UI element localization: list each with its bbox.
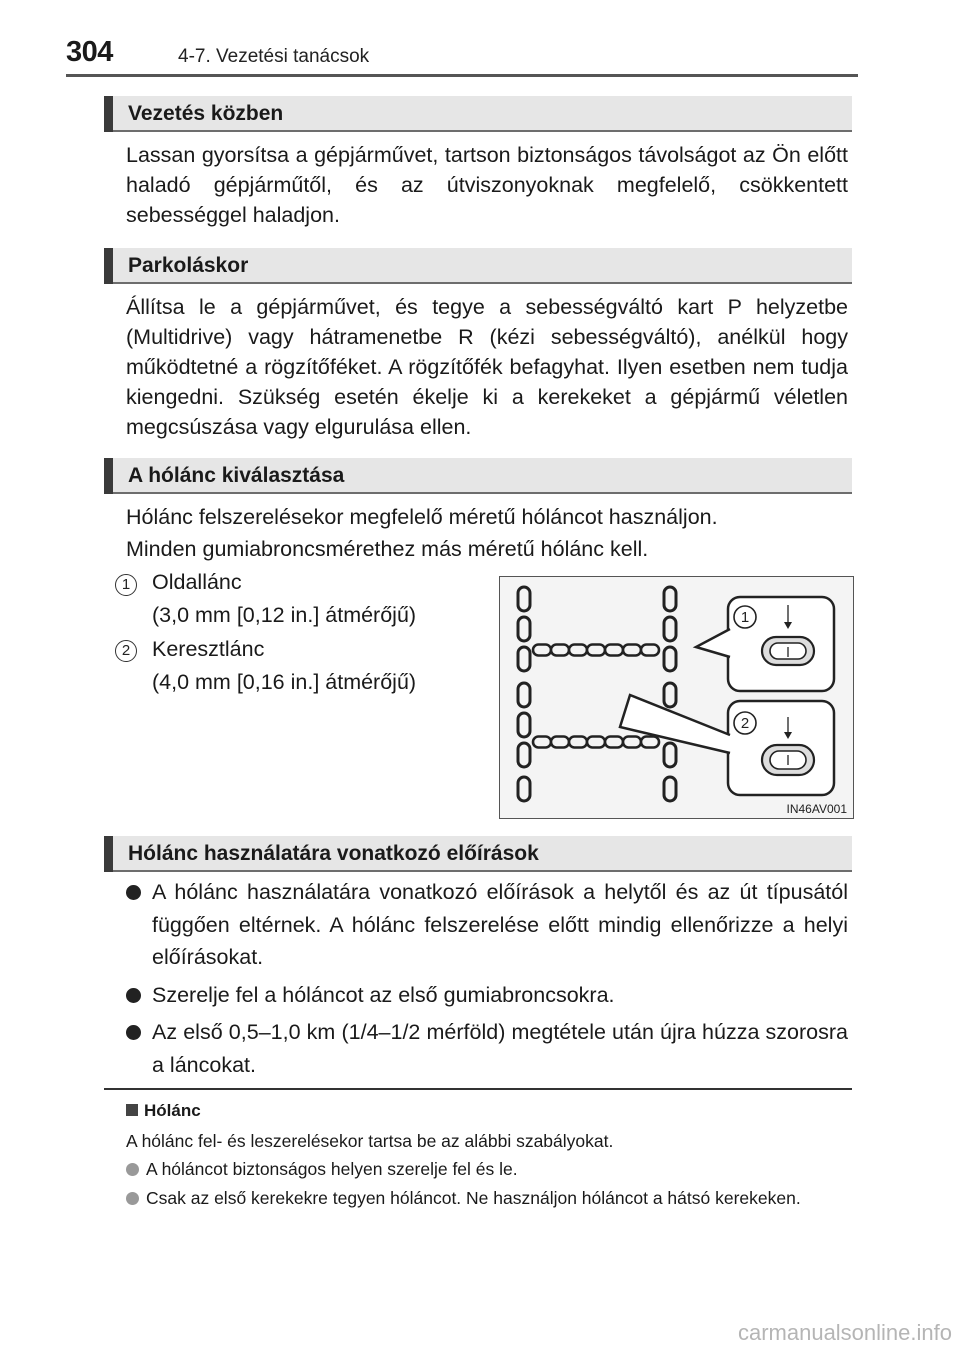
section-title: A hólánc kiválasztása [128,464,345,487]
item-1-spec: (3,0 mm [0,12 in.] átmérőjű) [152,603,417,627]
section-heading-chain-select [104,458,852,494]
snow-chain-figure [499,576,854,819]
section-title: Hólánc használatára vonatkozó előírások [128,842,539,865]
note-body: A hólánc fel- és leszerelésekor tartsa be az alábbi szabályokat. [126,1131,614,1151]
heading-bar [104,248,113,284]
figure-code: IN46AV001 [786,802,847,816]
square-bullet-icon [126,1104,138,1116]
driving-paragraph: Lassan gyorsítsa a gépjárművet, tartson biztonságos távolságot az Ön előtt haladó gépjárműtől, és az útviszonyoknak megfelelő, csökkentett sebességgel haladjon. [126,143,848,227]
cross-chain-upper [533,645,659,656]
bullet-dot-icon [126,1163,139,1176]
snow-chain-illustration [500,577,853,818]
section-heading-driving [104,96,852,132]
list-item: Csak az első kerekekre tegyen hóláncot. Ne használjon hóláncot a hátsó kerekeken. [126,1187,852,1209]
section-heading-regulations [104,836,852,872]
regulations-list [126,876,848,1086]
section-path: 4-7. Vezetési tanácsok [178,46,370,67]
section-title: Vezetés közben [128,102,284,125]
item-number-2: 2 [115,640,137,662]
list-item: A hólánc használatára vonatkozó előírások a helytől és az út típusától függően eltérnek. A hólánc felszerelése előtt mindig ellenőrizze a helyi előírásokat. [126,876,848,974]
page-number: 304 [66,36,113,68]
parking-paragraph: Állítsa le a gépjárművet, és tegye a sebességváltó kart P helyzetbe (Multidrive) vagy hátramenetbe R (kézi sebességváltó), anélkül hogy működtetné a rögzítőféket. A rögzítőfék befagyhat. Ilyen esetben nem tudja kiengedni. Szükség esetén ékelje ki a kerekeket a gépjármű véletlen megcsúszása vagy elgurulása ellen. [126,295,848,439]
item-2-spec: (4,0 mm [0,16 in.] átmérőjű) [152,670,417,694]
list-item: Az első 0,5–1,0 km (1/4–1/2 mérföld) megtétele után újra húzza szorosra a láncokat. [126,1016,848,1081]
note-list [126,1158,852,1216]
heading-bar [104,836,113,872]
chain-select-line-2: Minden gumiabroncsmérethez más méretű hólánc kell. [126,537,649,561]
cross-chain-lower [533,737,659,748]
page-header [0,0,960,80]
watermark: carmanualsonline.info [737,1320,952,1345]
heading-bar [104,458,113,494]
chain-select-line-1: Hólánc felszerelésekor megfelelő méretű hóláncot használjon. [126,505,718,529]
note-divider [104,1088,852,1090]
bullet-dot-icon [126,1192,139,1205]
callout-number-1 [734,606,756,628]
bullet-dot-icon [126,1025,141,1040]
section-heading-parking [104,248,852,284]
item-1-name: Oldallánc [152,570,242,594]
list-item: A hóláncot biztonságos helyen szerelje fel és le. [126,1158,852,1180]
svg-text:1: 1 [740,609,750,626]
heading-bar [104,96,113,132]
callout-box-1 [696,597,834,691]
svg-text:2: 2 [740,715,750,732]
note-title: Hólánc [126,1101,201,1121]
item-2-name: Keresztlánc [152,637,265,661]
bullet-dot-icon [126,885,141,900]
header-rule [66,74,858,77]
bullet-dot-icon [126,988,141,1003]
section-title: Parkoláskor [128,254,249,277]
callout-number-2 [734,712,756,734]
side-chain-right [664,587,676,801]
list-item: Szerelje fel a hóláncot az első gumiabroncsokra. [126,979,848,1012]
side-chain-left [518,587,530,801]
item-number-1: 1 [115,574,137,596]
